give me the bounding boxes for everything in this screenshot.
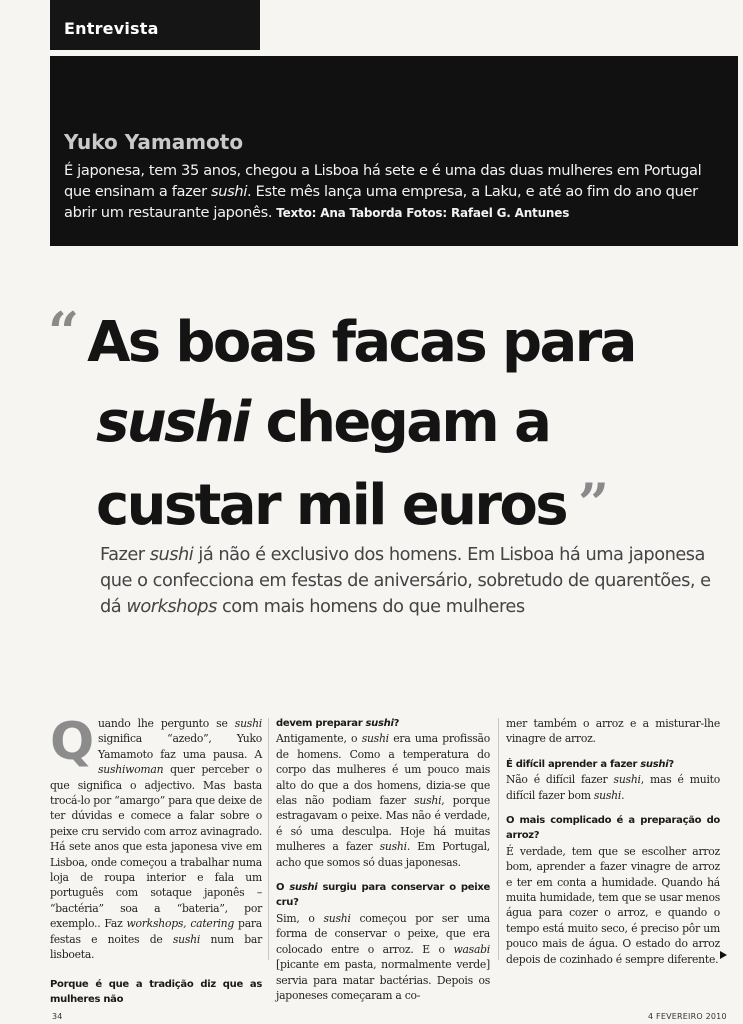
headline-text-1: As boas facas para <box>87 310 635 375</box>
credits: Texto: Ana Taborda Fotos: Rafael G. Antunes <box>272 206 570 220</box>
standfirst-text-1: Fazer <box>100 544 150 565</box>
section-tab <box>50 0 260 50</box>
answer-paragraph: É verdade, tem que se escolher arroz bom, aprender a fazer vinagre de arroz e ter em conta a humidade. Quando há muita humidade, tem que se usar menos água para cozer o arroz, e quando o tempo está muito seco, é preciso pôr um pouco mais de água. O estado do arroz depois de cozinhado é sempre diferente. <box>506 844 720 966</box>
question-italic: sushi <box>640 758 669 770</box>
question-italic: sushi <box>289 882 318 894</box>
intro-text: É japonesa, tem 35 anos, chegou a Lisboa há sete e é uma das duas mulheres em Portugal que ensinam a fazer <box>64 162 702 200</box>
open-quote: “ <box>48 300 70 364</box>
issue-date: 4 FEVEREIRO 2010 <box>648 1012 727 1021</box>
section-label: Entrevista <box>64 19 159 38</box>
interview-question <box>276 716 490 731</box>
lead-paragraph <box>50 712 262 963</box>
headline <box>48 292 728 546</box>
body-text: Sim, o <box>276 911 324 925</box>
body-italic: sushi <box>234 717 262 730</box>
intro-text-2: . Este mês lança uma empresa, a Laku, e até ao fim do ano quer abrir um restaurante japonês. <box>64 183 698 221</box>
body-text: uando lhe pergunto se <box>97 717 235 730</box>
standfirst <box>100 542 730 620</box>
answer-paragraph <box>276 911 490 1003</box>
body-text: significa “azedo”, Yuko Yamamoto faz uma pausa. A <box>97 732 262 761</box>
body-text: era uma profissão de homens. Como a temperatura do corpo das mulheres é um pouco mais alto do que a dos homens, dizia-se que elas não podiam fazer <box>276 732 490 808</box>
standfirst-text-2: já não é exclusivo dos homens. Em Lisboa há uma japonesa que o confecciona em festas de aniversário, sobretudo de quarentões, e dá <box>100 544 711 617</box>
answer-paragraph: mer também o arroz e a misturar-lhe vinagre de arroz. <box>506 717 720 746</box>
headline-line-2 <box>48 383 728 463</box>
article-column-3 <box>506 716 720 967</box>
question-text: ? <box>668 758 674 770</box>
header-intro <box>64 160 724 224</box>
headline-line-3 <box>48 463 728 546</box>
article-column-2 <box>276 716 490 1003</box>
body-text: . <box>621 788 625 802</box>
body-italic: sushi <box>323 911 351 925</box>
drop-cap: Q <box>50 712 94 772</box>
article-column-1 <box>50 712 262 1007</box>
body-italic: sushi <box>172 932 201 946</box>
body-italic: sushiwoman <box>97 763 164 777</box>
body-italic: wasabi <box>453 942 490 956</box>
body-italic: sushi <box>613 773 641 787</box>
interview-question <box>506 757 720 772</box>
page-number: 34 <box>52 1012 63 1021</box>
body-italic: sushi <box>414 794 442 808</box>
standfirst-italic-2: workshops <box>126 596 217 617</box>
interview-question: Porque é que a tradição diz que as mulheres não <box>50 978 262 1005</box>
question-text: O <box>276 882 290 894</box>
intro-italic: sushi <box>211 183 248 200</box>
question-text: ? <box>393 718 400 729</box>
headline-text-3: custar mil euros <box>96 473 566 538</box>
question-text: É difícil aprender a fazer <box>506 758 641 770</box>
interview-question: O mais complicado é a preparação do arroz? <box>506 815 720 842</box>
body-text: . Em Portugal, acho que somos só duas japonesas. <box>276 840 490 869</box>
body-italic: sushi <box>361 732 389 746</box>
interview-header <box>50 56 738 246</box>
column-divider <box>268 718 269 960</box>
answer-paragraph <box>506 772 720 803</box>
answer-paragraph <box>276 731 490 870</box>
body-text: , mas é muito difícil fazer bom <box>506 773 720 802</box>
body-text: Antigamente, o <box>276 732 362 746</box>
body-text: começou por ser uma forma de conservar o peixe, que era colocado entre o arroz. E o <box>276 911 490 956</box>
body-text: num bar lisboeta. <box>50 932 262 962</box>
body-text: Não é difícil fazer <box>506 773 614 787</box>
close-quote: ” <box>577 471 600 535</box>
body-text: [picante em pasta, normalmente verde] servia para matar bactérias. Depois os japoneses começaram a co- <box>276 958 490 1002</box>
body-italic: sushi <box>379 840 407 854</box>
body-italic: workshops, catering <box>126 917 235 931</box>
question-text: surgiu para conservar o peixe cru? <box>276 882 490 909</box>
column-divider <box>498 718 499 960</box>
standfirst-italic-1: sushi <box>149 544 194 565</box>
headline-line-1 <box>48 292 728 383</box>
body-text: quer perceber o que significa o adjectivo. Mas basta trocá-lo por “amargo” para que deixe de ter dúvidas e comece a falar sobre o peixe cru servido com arroz avinagrado. Há sete anos que esta japonesa vive em Lisboa, onde começou a trabalhar numa loja de roupa interior e fala um português com sotaque japonês – “bactéria” soa a “bateria”, por exemplo.. Faz <box>50 763 262 931</box>
continue-arrow-icon <box>720 951 727 959</box>
headline-italic: sushi <box>96 390 249 455</box>
body-italic: sushi <box>593 788 622 802</box>
standfirst-text-3: com mais homens do que mulheres <box>216 596 525 617</box>
interviewee-name: Yuko Yamamoto <box>64 130 244 154</box>
question-italic: sushi <box>365 718 394 729</box>
headline-text-2: chegam a <box>248 390 550 455</box>
body-text: para festas e noites de <box>50 917 262 946</box>
interview-question <box>276 880 490 911</box>
question-text: devem preparar <box>276 718 366 729</box>
body-text: , porque estragavam o peixe. Mas não é verdade, é só uma desculpa. Hoje há muitas mulheres a fazer <box>276 794 490 854</box>
